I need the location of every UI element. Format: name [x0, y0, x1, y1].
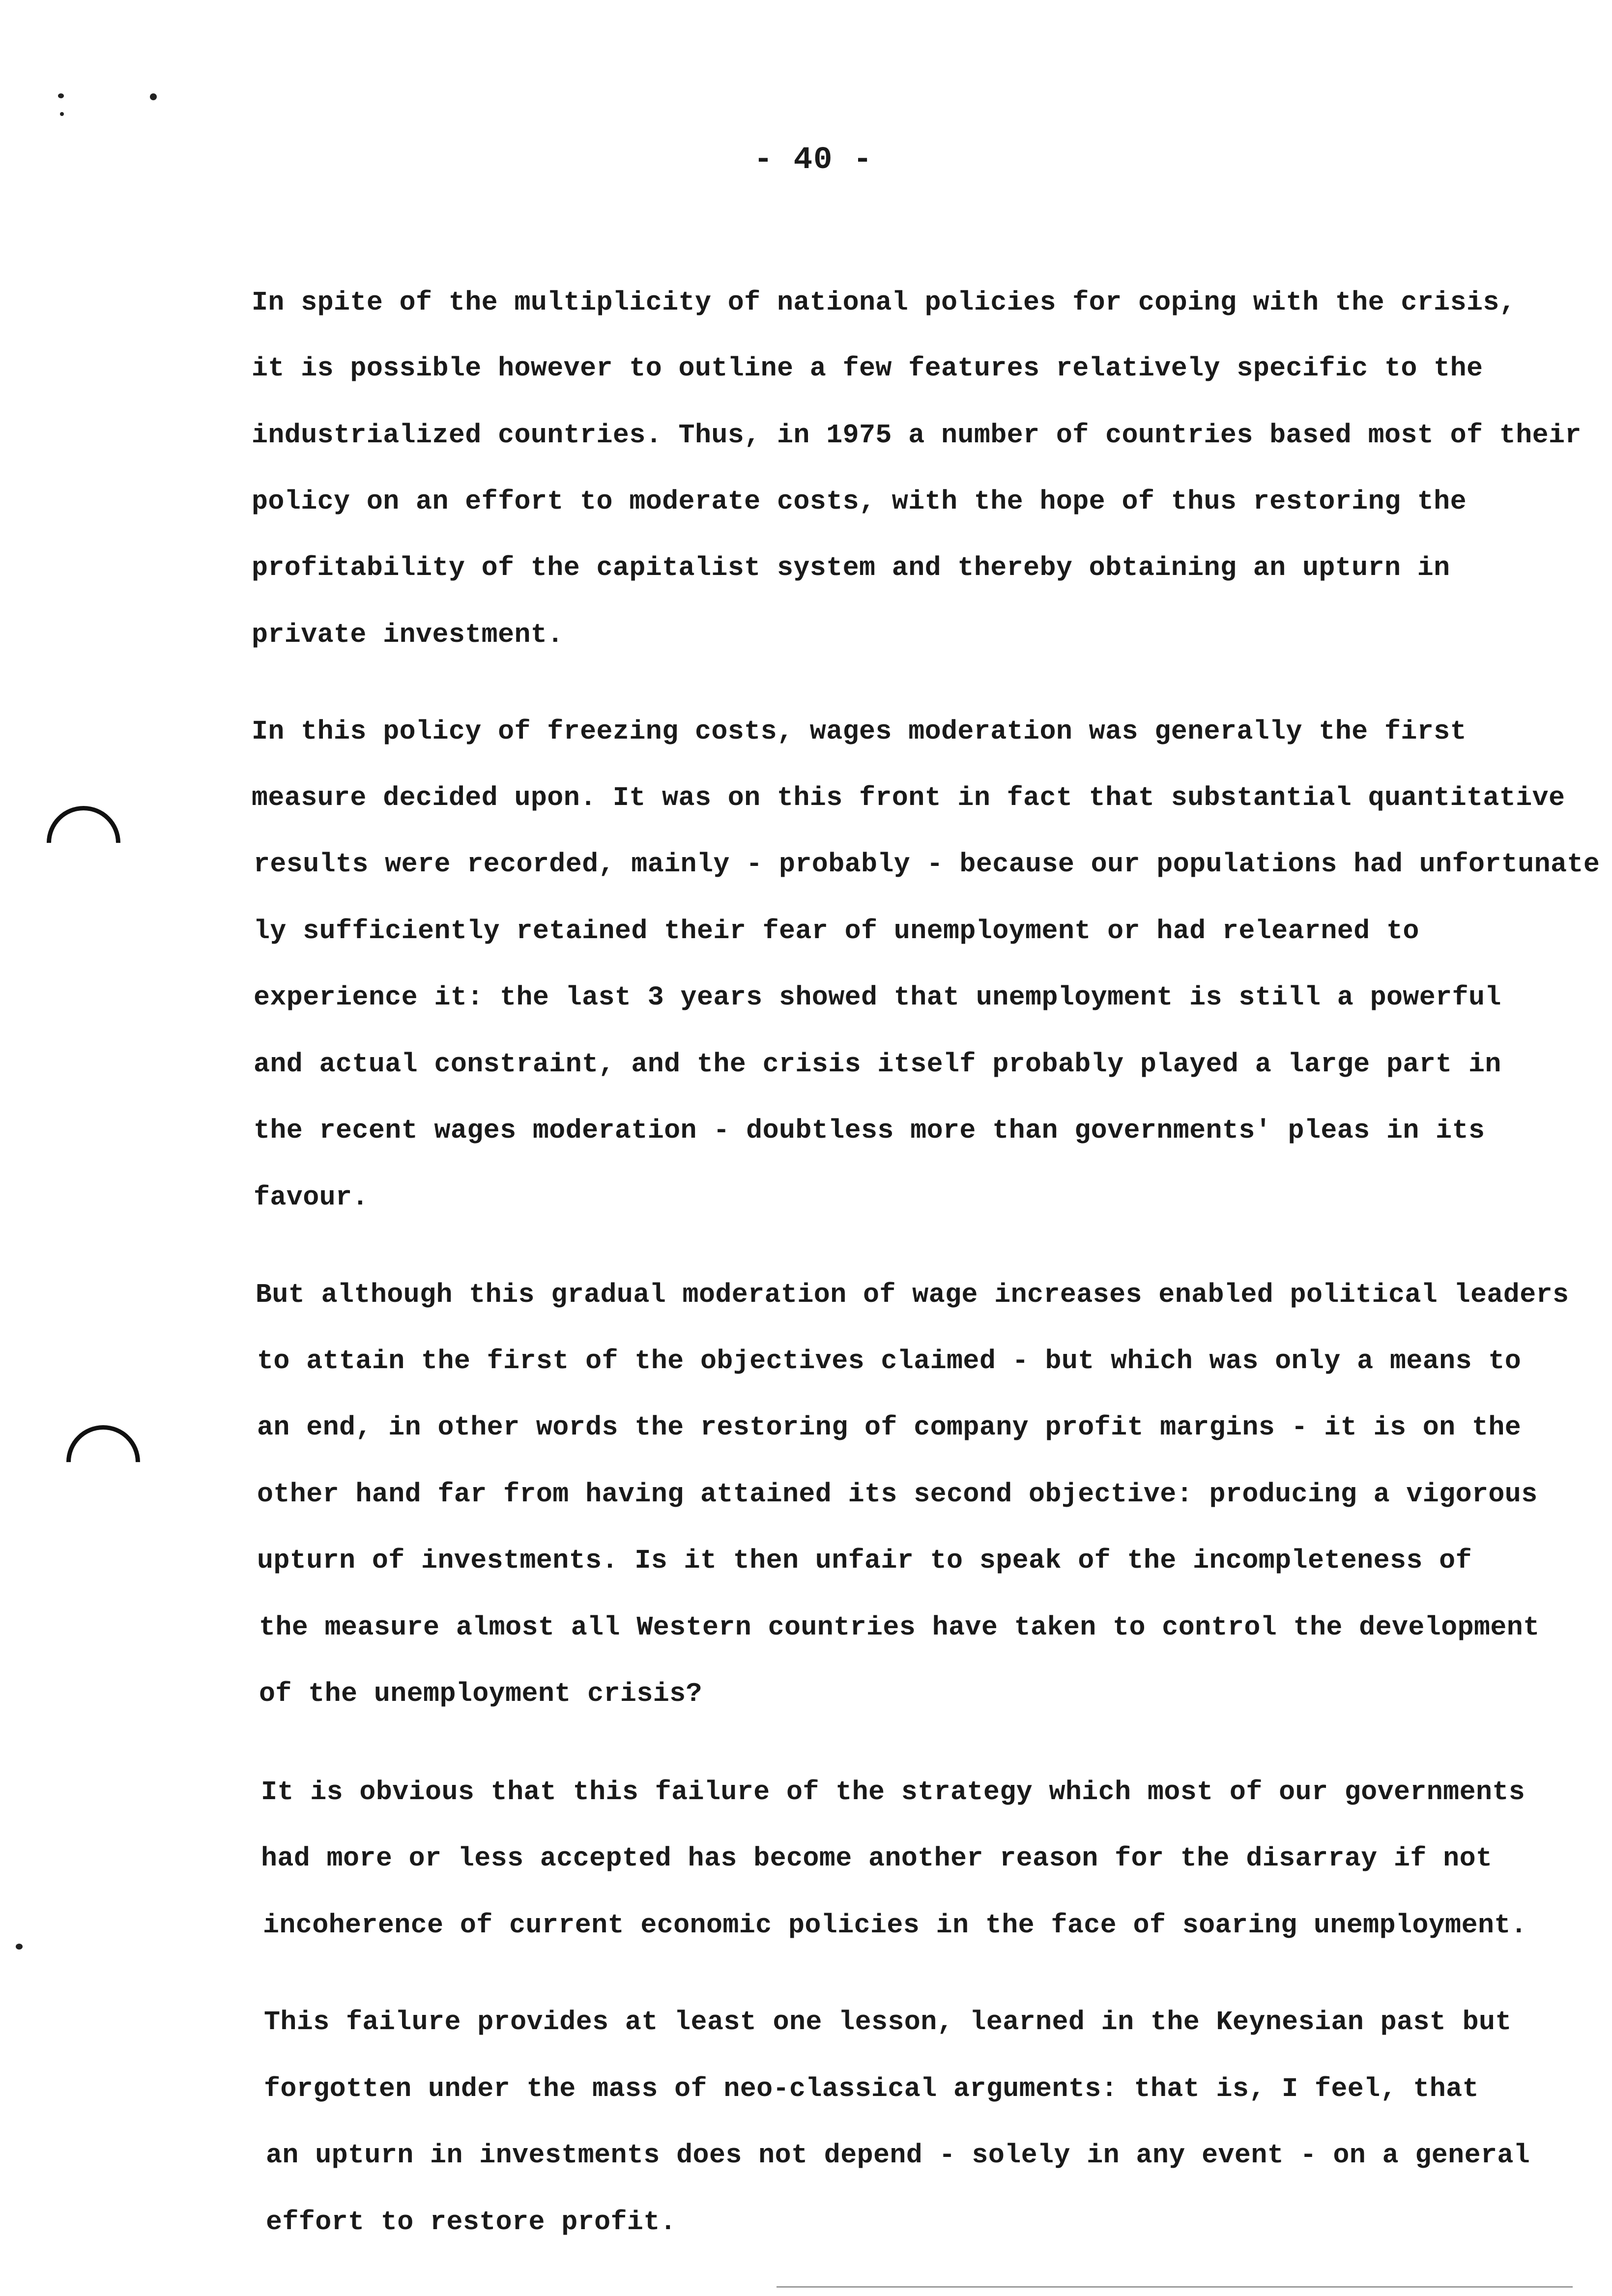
text-line: it is possible however to outline a few features relatively specific to the: [252, 353, 1483, 384]
text-line: In spite of the multiplicity of national policies for coping with the crisis,: [252, 287, 1516, 318]
text-line: of the unemployment crisis?: [259, 1678, 702, 1709]
text-line: the measure almost all Western countries have taken to control the development: [259, 1612, 1540, 1643]
text-line: In this policy of freezing costs, wages moderation was generally the first: [252, 716, 1467, 747]
text-line: had more or less accepted has become another reason for the disarray if not: [261, 1843, 1493, 1874]
text-line: results were recorded, mainly - probably - because our populations had unfortunate: [254, 849, 1600, 880]
text-line: an end, in other words the restoring of company profit margins - it is on the: [257, 1412, 1522, 1443]
page-number: - 40 -: [753, 143, 873, 178]
text-line: It is obvious that this failure of the strategy which most of our governments: [261, 1777, 1526, 1808]
scan-speck: [150, 93, 157, 100]
text-line: measure decided upon. It was on this front in fact that substantial quantitative: [252, 782, 1565, 813]
text-line: private investment.: [252, 619, 564, 650]
text-line: incoherence of current economic policies in the face of soaring unemployment.: [263, 1910, 1527, 1941]
text-line: effort to restore profit.: [266, 2207, 677, 2238]
text-line: ly sufficiently retained their fear of unemployment or had relearned to: [254, 916, 1419, 947]
text-line: an upturn in investments does not depend - solely in any event - on a general: [266, 2140, 1530, 2171]
scan-speck: [58, 93, 64, 98]
text-line: This failure provides at least one lesson, learned in the Keynesian past but: [264, 2007, 1512, 2038]
footer-rule: [777, 2286, 1573, 2288]
text-line: to attain the first of the objectives claimed - but which was only a means to: [257, 1346, 1522, 1377]
text-line: forgotten under the mass of neo-classical arguments: that is, I feel, that: [264, 2073, 1479, 2104]
text-line: experience it: the last 3 years showed that unemployment is still a powerful: [254, 982, 1501, 1013]
binder-hole-mark-top: [31, 791, 136, 895]
scan-speck: [16, 1944, 23, 1950]
text-line: upturn of investments. Is it then unfair to speak of the incompleteness of: [257, 1545, 1472, 1576]
text-line: and actual constraint, and the crisis itself probably played a large part in: [254, 1049, 1501, 1080]
text-line: the recent wages moderation - doubtless more than governments' pleas in its: [254, 1115, 1485, 1146]
text-line: other hand far from having attained its second objective: producing a vigorous: [257, 1479, 1538, 1510]
scan-speck: [60, 112, 64, 116]
text-line: profitability of the capitalist system and thereby obtaining an upturn in: [252, 552, 1450, 583]
text-line: favour.: [254, 1182, 369, 1213]
text-line: But although this gradual moderation of wage increases enabled political leaders: [256, 1279, 1569, 1310]
text-line: policy on an effort to moderate costs, with the hope of thus restoring the: [252, 486, 1467, 517]
binder-hole-mark-bottom: [51, 1410, 155, 1514]
text-line: industrialized countries. Thus, in 1975 a number of countries based most of their: [252, 420, 1582, 451]
